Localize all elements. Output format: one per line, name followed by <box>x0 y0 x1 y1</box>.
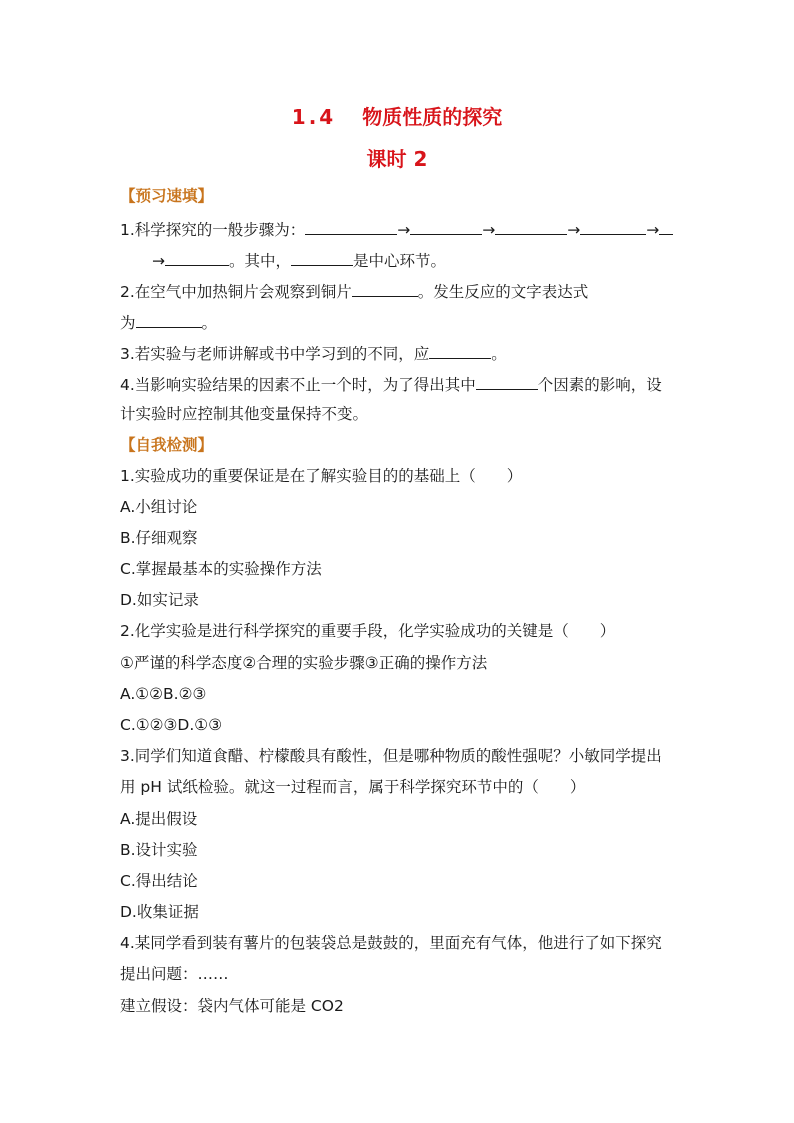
arrow-icon: → <box>397 221 411 239</box>
answer-blank <box>495 218 567 235</box>
answer-blank <box>659 218 673 235</box>
answer-blank <box>165 249 229 266</box>
check-q2-items: ①严谨的科学态度②合理的实验步骤③正确的操作方法 <box>120 654 488 672</box>
answer-blank <box>291 249 353 266</box>
page-title <box>0 105 794 129</box>
check-q3-option-a: A.提出假设 <box>120 810 198 828</box>
check-q1-option-a: A.小组讨论 <box>120 498 198 516</box>
preview-q2-text-b: 。发生反应的文字表达式 <box>417 283 589 301</box>
preview-q3 <box>120 342 680 364</box>
answer-blank <box>305 218 397 235</box>
answer-blank <box>136 311 202 328</box>
preview-q1-text-c: 是中心环节。 <box>353 252 447 270</box>
preview-q1-text: 1.科学探究的一般步骤为： <box>120 221 306 239</box>
check-q1-option-c: C.掌握最基本的实验操作方法 <box>120 560 322 578</box>
answer-blank <box>580 218 646 235</box>
check-q3-line2: 用 pH 试纸检验。就这一过程而言，属于科学探究环节中的（ ） <box>120 778 586 796</box>
preview-q4-text-b: 个因素的影响，设 <box>537 376 662 394</box>
preview-q2-line2 <box>120 311 680 333</box>
page-subtitle: 课时 2 <box>366 147 428 171</box>
preview-q2-text: 2.在空气中加热铜片会观察到铜片 <box>120 283 352 301</box>
answer-blank <box>352 280 418 297</box>
preview-q3-text: 3.若实验与老师讲解或书中学习到的不同，应 <box>120 345 430 363</box>
check-q2-options-ab: A.①②B.②③ <box>120 685 207 703</box>
preview-q1-text-b: 。其中， <box>229 252 292 270</box>
arrow-icon: → <box>567 221 581 239</box>
preview-q2-text-d: 。 <box>201 314 218 332</box>
arrow-icon: → <box>482 221 496 239</box>
check-q1-option-d: D.如实记录 <box>120 591 199 609</box>
answer-blank <box>476 373 538 390</box>
check-q1-option-b: B.仔细观察 <box>120 529 198 547</box>
check-heading: 【自我检测】 <box>120 436 214 454</box>
preview-q2-line1 <box>120 280 680 302</box>
section-title: 物质性质的探究 <box>362 105 503 129</box>
check-q4-line2: 提出问题：…… <box>120 965 229 983</box>
check-q3-line1: 3.同学们知道食醋、柠檬酸具有酸性，但是哪种物质的酸性强呢？小敏同学提出 <box>120 747 662 765</box>
check-q3-option-b: B.设计实验 <box>120 841 198 859</box>
check-q3-option-c: C.得出结论 <box>120 872 198 890</box>
check-q1: 1.实验成功的重要保证是在了解实验目的的基础上（ ） <box>120 467 523 485</box>
check-q2-options-cd: C.①②③D.①③ <box>120 716 223 734</box>
check-q4-line1: 4.某同学看到装有薯片的包装袋总是鼓鼓的，里面充有气体，他进行了如下探究 <box>120 934 662 952</box>
arrow-icon: → <box>646 221 660 239</box>
answer-blank <box>429 342 491 359</box>
arrow-icon: → <box>152 252 165 270</box>
check-q3-option-d: D.收集证据 <box>120 903 199 921</box>
answer-blank <box>410 218 482 235</box>
preview-q1-line2 <box>152 249 712 271</box>
preview-q4-line2: 计实验时应控制其他变量保持不变。 <box>120 405 369 423</box>
preview-heading: 【预习速填】 <box>120 187 214 205</box>
preview-q3-text-b: 。 <box>491 345 507 363</box>
check-q2: 2.化学实验是进行科学探究的重要手段，化学实验成功的关键是（ ） <box>120 622 616 640</box>
check-q4-line3: 建立假设：袋内气体可能是 CO2 <box>120 997 344 1015</box>
preview-q4-text: 4.当影响实验结果的因素不止一个时，为了得出其中 <box>120 376 476 394</box>
preview-q4-line1 <box>120 373 680 395</box>
preview-q1-line1 <box>120 218 680 240</box>
section-number: 1.4 <box>291 105 337 129</box>
preview-q2-text-c: 为 <box>120 314 136 332</box>
